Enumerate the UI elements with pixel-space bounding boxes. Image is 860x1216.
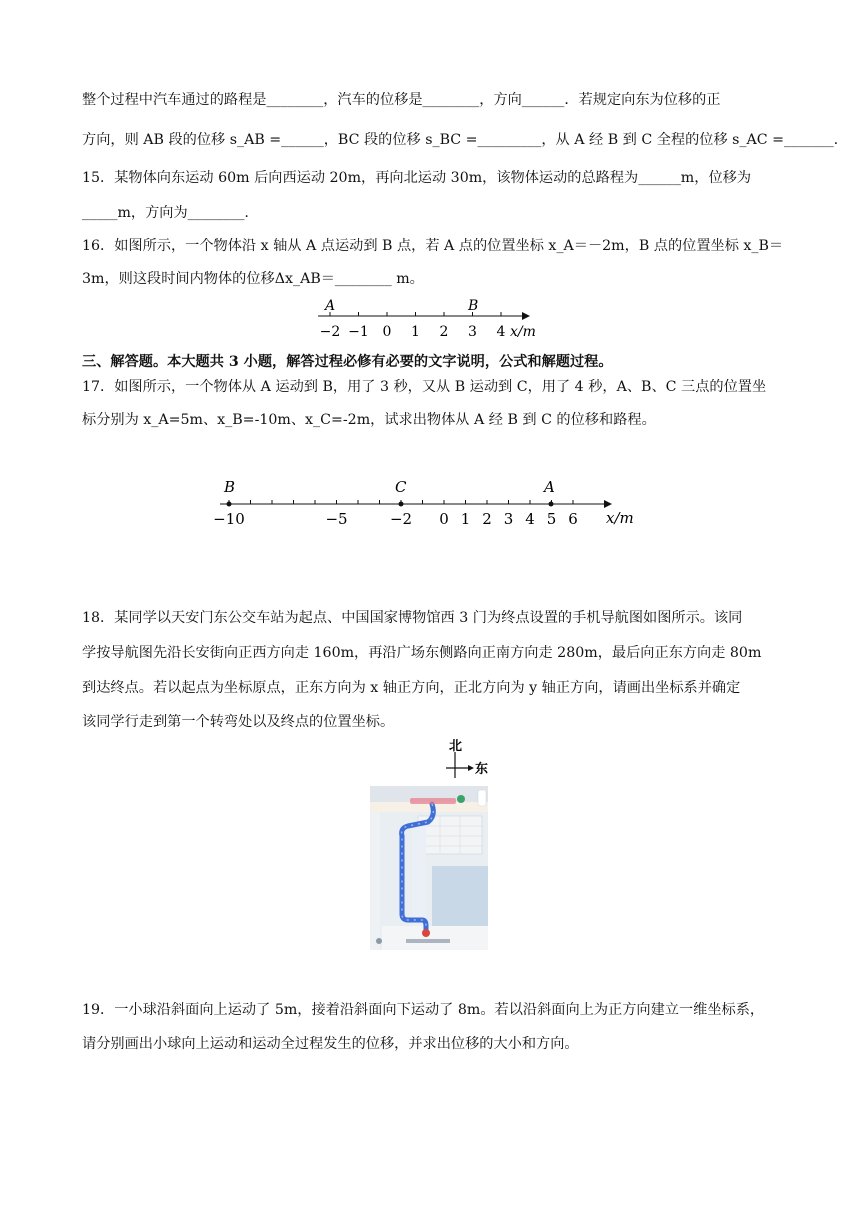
point-label-C-17: C	[395, 478, 407, 496]
section-heading-3: 三、解答题。本大题共 3 小题，解答过程必修有必要的文字说明，公式和解题过程。	[82, 354, 613, 370]
question-18-line-2: 学按导航图先沿长安街向正西方向走 160m，再沿广场东侧路向正南方向走 280m，最后向正东方向走 80m	[82, 645, 762, 661]
question-19-line-1: 19．一小球沿斜面向上运动了 5m，接着沿斜面向下运动了 8m。若以沿斜面向上为正方向建立一维坐标系，	[82, 1002, 765, 1018]
axis16-tick-label: 0	[382, 324, 392, 340]
point-dot-C-17	[399, 502, 404, 507]
axis-unit-16: x/m	[510, 324, 536, 340]
text-line-1: 整个过程中汽车通过的路程是________，汽车的位移是________，方向______．若规定向东为位移的正	[82, 92, 721, 108]
question-18-line-1: 18．某同学以天安门东公交车站为起点、中国国家博物馆西 3 门为终点设置的手机导航图如图所示。该同	[82, 610, 743, 626]
axis-arrow-16	[522, 312, 530, 320]
axis17-tick-label: 2	[482, 510, 492, 528]
question-17-line-1: 17．如图所示，一个物体从 A 运动到 B，用了 3 秒，又从 B 运动到 C，用了 4 秒，A、B、C 三点的位置坐	[82, 379, 767, 395]
question-16-line-2: 3m，则这段时间内物体的位移Δx_AB＝________ m。	[82, 271, 424, 287]
axis17-tick-label: 5	[546, 510, 557, 528]
axis17-tick-label: −5	[325, 510, 348, 528]
axis16-tick-label: 2	[439, 324, 449, 340]
point-label-B-17: B	[224, 478, 236, 496]
axis17-tick-label: 4	[525, 510, 535, 528]
axis17-tick-label: 0	[439, 510, 449, 528]
question-19-line-2: 请分别画出小球向上运动和运动全过程发生的位移，并求出位移的大小和方向。	[82, 1036, 579, 1052]
axis16-tick-label: 1	[411, 324, 420, 340]
question-15-line-2: _____m，方向为________.	[82, 205, 249, 221]
navigation-map	[370, 786, 488, 950]
axis17-tick-label: 6	[568, 510, 578, 528]
axis17-tick-label: −10	[213, 510, 245, 528]
point-dot-A-17	[549, 502, 554, 507]
question-17-line-2: 标分别为 x_A=5m、x_B=-10m、x_C=-2m，试求出物体从 A 经 B 到 C 的位移和路程。	[82, 412, 656, 428]
number-line-17	[210, 474, 650, 530]
question-16-line-1: 16．如图所示，一个物体沿 x 轴从 A 点运动到 B 点，若 A 点的位置坐标 x_A＝－2m，B 点的位置坐标 x_B＝	[82, 238, 784, 254]
axis17-tick-label: −2	[389, 510, 413, 528]
axis-arrow-17	[604, 500, 612, 508]
point-label-A-17: A	[544, 478, 555, 496]
axis16-tick-label: −2	[319, 324, 341, 340]
question-15-line-1: 15．某物体向东运动 60m 后向西运动 20m，再向北运动 30m，该物体运动的总路程为______m，位移为	[82, 170, 752, 186]
text-line-2: 方向，则 AB 段的位移 s_AB =______，BC 段的位移 s_BC =_________，从 A 经 B 到 C 全程的位移 s_AC =_______.	[82, 132, 839, 148]
axis17-tick-label: 1	[460, 510, 471, 528]
compass	[440, 734, 500, 780]
compass-east-arrow	[468, 765, 474, 771]
compass-north-label: 北	[449, 739, 463, 754]
axis-unit-17: x/m	[606, 509, 634, 527]
axis16-tick-label: 3	[468, 324, 477, 340]
axis16-tick-label: 4	[496, 324, 506, 340]
compass-east-label: 东	[475, 762, 489, 777]
question-18-line-3: 到达终点。若以起点为坐标原点，正东方向为 x 轴正方向，正北方向为 y 轴正方向，请画出坐标系并确定	[82, 680, 741, 696]
point-dot-B-17	[227, 502, 232, 507]
number-line-16	[310, 296, 550, 344]
point-label-B-16: B	[468, 298, 479, 314]
point-label-A-16: A	[325, 298, 336, 314]
axis17-tick-label: 3	[503, 510, 514, 528]
question-18-line-4: 该同学行走到第一个转弯处以及终点的位置坐标。	[82, 714, 395, 730]
axis16-tick-label: −1	[348, 324, 369, 340]
